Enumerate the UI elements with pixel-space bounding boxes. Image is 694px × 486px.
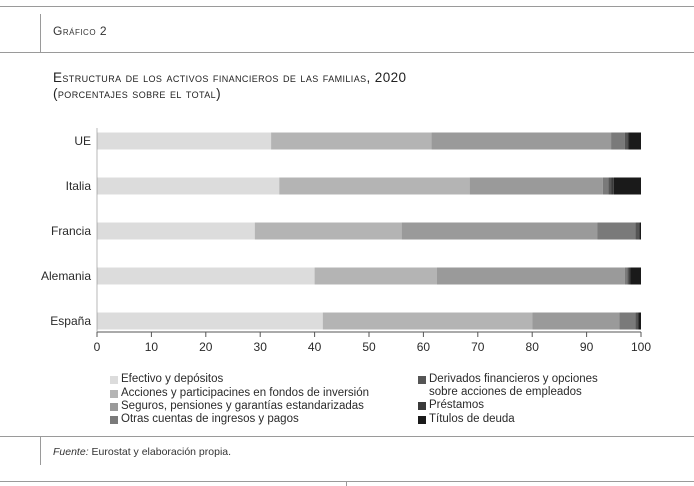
x-tick-label: 60 xyxy=(416,340,431,354)
legend-label-derivados-line2: sobre acciones de empleados xyxy=(429,386,582,398)
legend-label-derivados-line1: Derivados financieros y opciones xyxy=(429,373,598,385)
category-label: España xyxy=(50,314,91,328)
legend-label-titulos: Títulos de deuda xyxy=(429,413,515,425)
legend-label-otras: Otras cuentas de ingresos y pagos xyxy=(121,413,299,425)
legend-label-prestamos: Préstamos xyxy=(429,399,484,411)
legend-swatch-acciones xyxy=(110,390,118,398)
category-label: Francia xyxy=(50,224,91,238)
frame-base-tick xyxy=(346,481,347,486)
x-tick-label: 0 xyxy=(93,340,101,354)
legend-label-acciones: Acciones y participacines en fondos de inversión xyxy=(121,387,370,399)
footer-tick xyxy=(40,437,41,465)
x-tick-label: 40 xyxy=(307,340,322,354)
x-tick-label: 80 xyxy=(525,340,539,354)
x-tick-label: 70 xyxy=(471,340,485,354)
legend-swatch-seguros xyxy=(110,403,118,411)
legend-label-efectivo: Efectivo y depósitos xyxy=(121,373,224,385)
frame-footer-rule xyxy=(0,436,694,437)
frame-base-rule xyxy=(0,481,694,482)
chart-title-line1: Estructura de los activos financieros de las familias, 2020 xyxy=(53,70,407,85)
x-tick-label: 10 xyxy=(144,340,159,354)
legend-swatch-derivados xyxy=(418,376,426,384)
category-label: Alemania xyxy=(40,269,91,283)
source-note xyxy=(53,446,231,458)
legend-swatch-efectivo xyxy=(110,376,118,384)
chart-title-line2: (porcentajes sobre el total) xyxy=(53,86,221,101)
legend-label-derivados xyxy=(429,373,598,399)
x-tick-label: 100 xyxy=(630,340,652,354)
x-tick-label: 30 xyxy=(253,340,267,354)
legend-swatch-otras xyxy=(110,416,118,424)
source-prefix: Fuente: xyxy=(53,446,89,458)
figure-label: Gráfico 2 xyxy=(53,24,108,38)
x-tick-label: 50 xyxy=(362,340,376,354)
legend-swatch-titulos xyxy=(418,416,426,424)
x-tick-label: 90 xyxy=(579,340,594,354)
legend-label-seguros: Seguros, pensiones y garantías estandarizadas xyxy=(121,400,364,412)
x-tick-label: 20 xyxy=(199,340,213,354)
legend-swatch-prestamos xyxy=(418,402,426,410)
category-label: UE xyxy=(74,134,91,148)
source-text: Eurostat y elaboración propia. xyxy=(91,446,232,458)
category-label: Italia xyxy=(65,179,91,193)
